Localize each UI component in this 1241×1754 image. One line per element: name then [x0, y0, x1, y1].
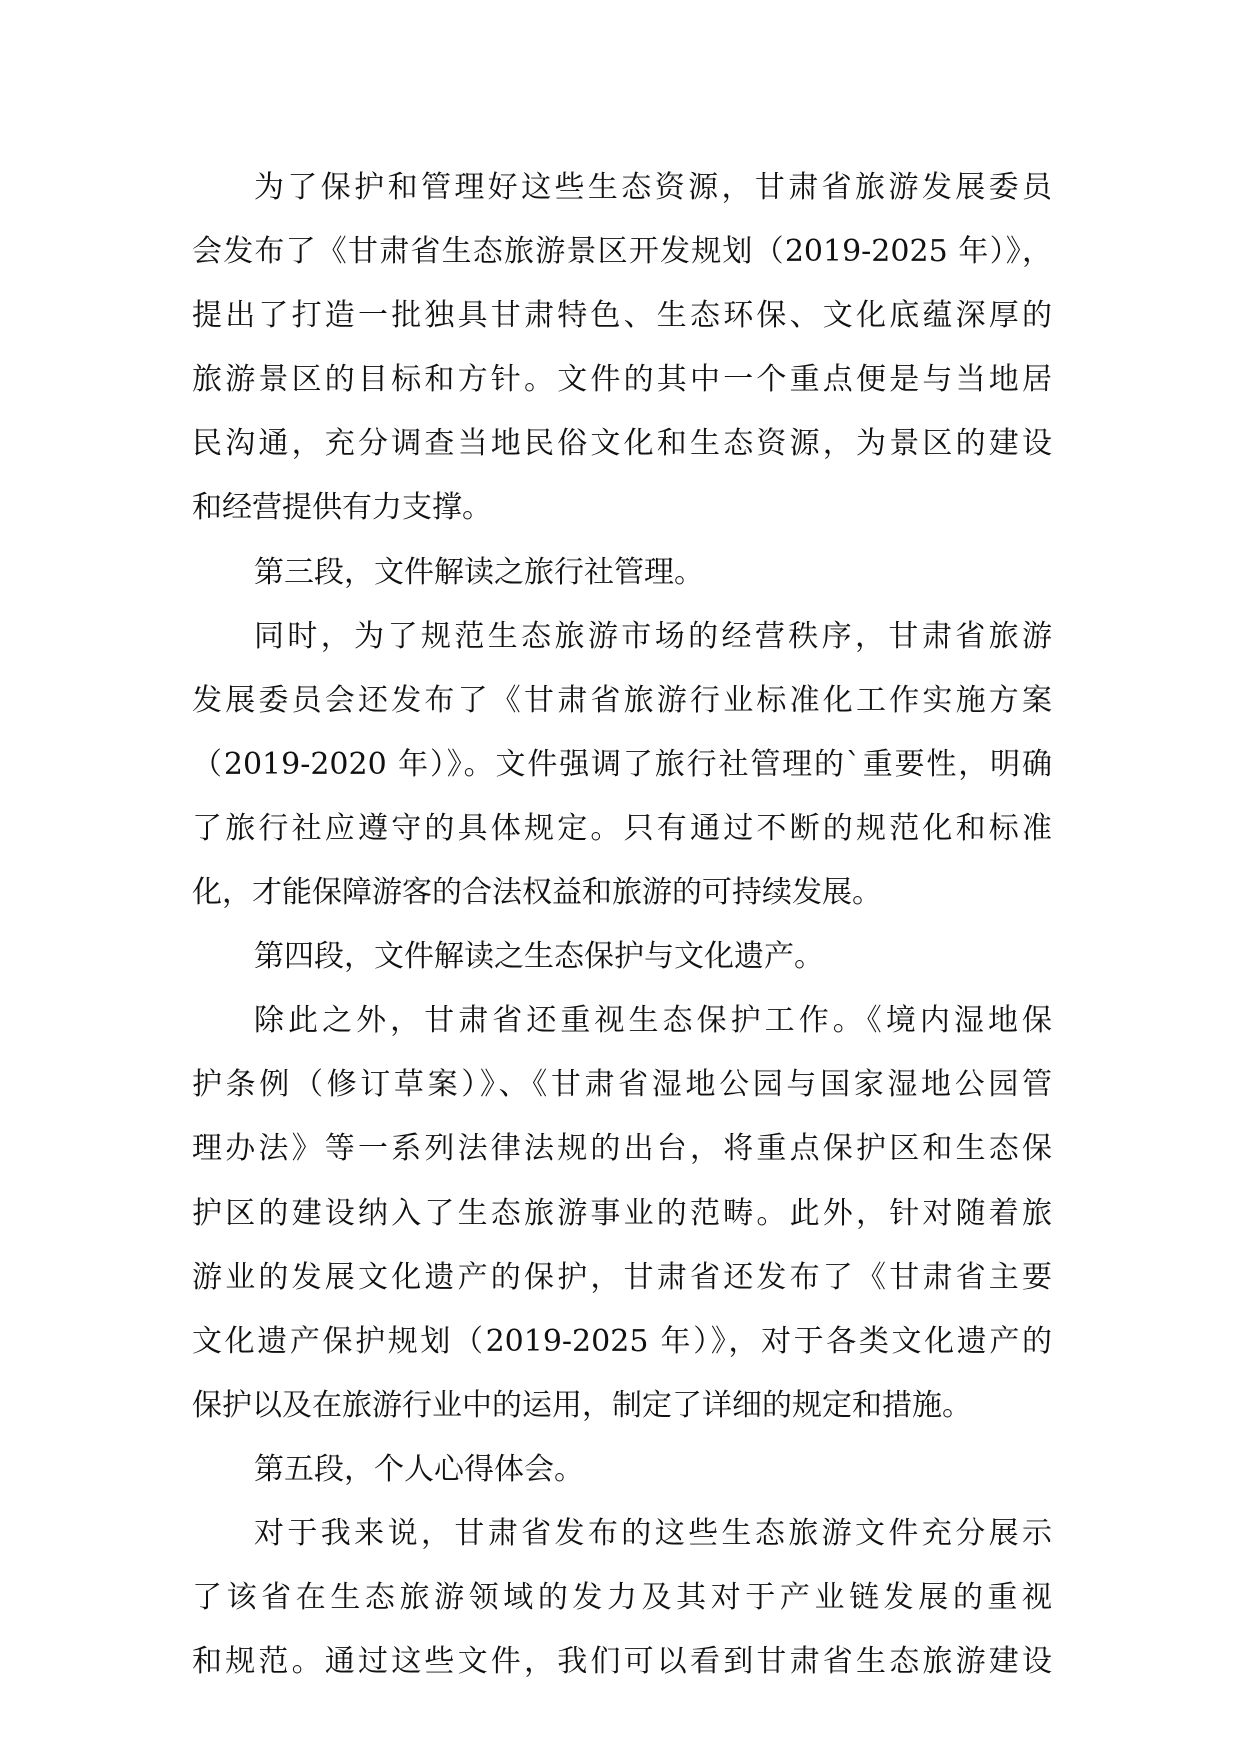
text-line: 第五段，个人心得体会。: [254, 1451, 584, 1487]
text-line: 和规范。通过这些文件，我们可以看到甘肃省生态旅游建设: [192, 1644, 1052, 1680]
text-line: 同时，为了规范生态旅游市场的经营秩序，甘肃省旅游: [254, 618, 1052, 654]
text-line: 旅游景区的目标和方针。文件的其中一个重点便是与当地居: [192, 362, 1052, 398]
text-line: 保护以及在旅游行业中的运用，制定了详细的规定和措施。: [192, 1387, 972, 1423]
text-line: 化，才能保障游客的合法权益和旅游的可持续发展。: [192, 875, 882, 911]
document-body: [192, 156, 1052, 1694]
text-line: 第三段，文件解读之旅行社管理。: [254, 554, 704, 590]
text-line: 为了保护和管理好这些生态资源，甘肃省旅游发展委员: [254, 170, 1052, 205]
text-line: 了旅行社应遵守的具体规定。只有通过不断的规范化和标准: [192, 810, 1052, 846]
text-line: 和经营提供有力支撑。: [192, 490, 492, 526]
text-line: 护区的建设纳入了生态旅游事业的范畴。此外，针对随着旅: [192, 1195, 1052, 1231]
text-line: 游业的发展文化遗产的保护，甘肃省还发布了《甘肃省主要: [192, 1259, 1052, 1295]
text-line: 除此之外，甘肃省还重视生态保护工作。《境内湿地保: [254, 1003, 1052, 1039]
text-line: 提出了打造一批独具甘肃特色、生态环保、文化底蕴深厚的: [192, 298, 1052, 334]
text-line: 护条例（修订草案）》、《甘肃省湿地公园与国家湿地公园管: [192, 1067, 1052, 1103]
text-line: 发展委员会还发布了《甘肃省旅游行业标准化工作实施方案: [192, 682, 1052, 718]
text-line: 文化遗产保护规划（2019-2025 年）》，对于各类文化遗产的: [192, 1323, 1052, 1359]
text-line: 第四段，文件解读之生态保护与文化遗产。: [254, 939, 824, 975]
text-line: 民沟通，充分调查当地民俗文化和生态资源，为景区的建设: [192, 426, 1052, 462]
text-line: 会发布了《甘肃省生态旅游景区开发规划（2019-2025 年）》，: [192, 234, 1052, 270]
text-line: 对于我来说，甘肃省发布的这些生态旅游文件充分展示: [254, 1515, 1052, 1551]
text-line: 了该省在生态旅游领域的发力及其对于产业链发展的重视: [192, 1580, 1052, 1616]
text-line: （2019-2020 年）》。文件强调了旅行社管理的`重要性，明确: [192, 746, 1052, 782]
text-line: 理办法》等一系列法律法规的出台，将重点保护区和生态保: [192, 1131, 1052, 1167]
